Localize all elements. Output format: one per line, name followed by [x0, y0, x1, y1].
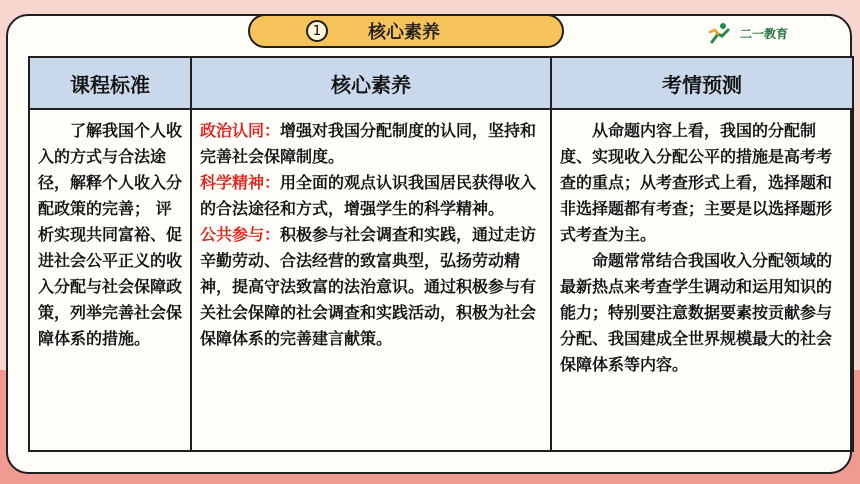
section-title-pill [248, 14, 564, 48]
runner-logo-icon [706, 22, 734, 44]
literacy-item [200, 170, 542, 222]
standard-cell [29, 109, 191, 451]
forecast-paragraph: 从命题内容上看，我国的分配制度、实现收入分配公平的措施是高考考查的重点；从考查形式上看，选择题和非选择题都有考查；主要是以选择题形式考查为主。 [560, 121, 833, 244]
header-forecast: 考情预测 [551, 57, 853, 109]
header-standard: 课程标准 [29, 57, 191, 109]
literacy-text: 积极参与社会调查和实践，通过走访辛勤劳动、合法经营的致富典型，弘扬劳动精神，提高守法致富的法治意识。通过积极参与有关社会保障的社会调查和实践活动，积极为社会保障体系的完善建言献策。 [200, 225, 537, 348]
literacy-item [200, 118, 542, 170]
header-literacy: 核心素养 [191, 57, 551, 109]
section-title: 核心素养 [368, 22, 440, 43]
section-number-badge: 1 [306, 20, 328, 42]
literacy-cell [191, 109, 551, 451]
logo-text: 二一教育 [740, 26, 789, 41]
literacy-text: 增强对我国分配制度的认同，坚持和完善社会保障制度。 [200, 121, 537, 166]
brand-logo [706, 22, 788, 44]
literacy-item [200, 222, 542, 352]
literacy-label: 公共参与： [200, 225, 281, 244]
forecast-cell [551, 109, 853, 451]
standard-text: 了解我国个人收入的方式与合法途径，解释个人收入分配政策的完善； 评析实现共同富裕、促进社会公平正义的收入分配与社会保障政策，列举完善社会保障体系的措施。 [38, 121, 183, 348]
table-row [29, 109, 853, 451]
literacy-label: 政治认同： [200, 121, 281, 140]
curriculum-table [28, 56, 854, 452]
table-header-row [29, 57, 853, 109]
forecast-paragraph: 命题常常结合我国收入分配领域的最新热点来考查学生调动和运用知识的能力；特别要注意数据要素按贡献参与分配、我国建成全世界规模最大的社会保障体系等内容。 [560, 251, 833, 374]
literacy-text: 用全面的观点认识我国居民获得收入的合法途径和方式，增强学生的科学精神。 [200, 173, 537, 218]
literacy-label: 科学精神： [200, 173, 281, 192]
